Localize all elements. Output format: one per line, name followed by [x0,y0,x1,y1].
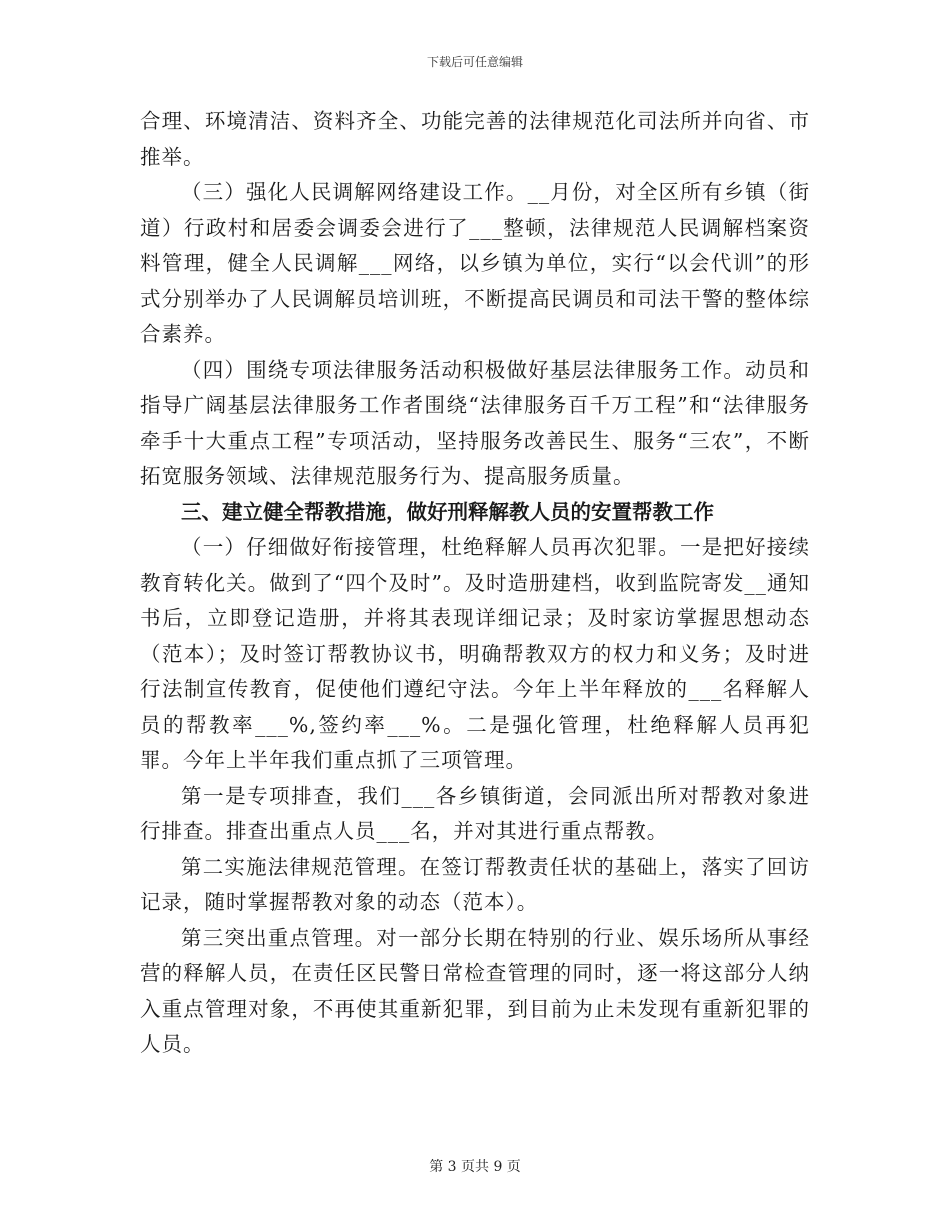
page-header: 下载后可任意编辑 [426,55,523,69]
page-footer: 第 3 页共 9 页 [429,1159,521,1175]
paragraph-5: 第一是专项排查，我们___各乡镇街道，会同派出所对帮教对象进行排查。排查出重点人员___名，并对其进行重点帮教。 [140,783,810,843]
paragraph-4: （一）仔细做好衔接管理，杜绝释解人员再次犯罪。一是把好接续教育转化关。做到了“四个及时”。及时造册建档，收到监院寄发__通知书后，立即登记造册，并将其表现详细记录；及时家访掌握思想动态（范本）；及时签订帮教协议书，明确帮教双方的权力和义务；及时进行法制宣传教育，促使他们遵纪守法。今年上半年释放的___名释解人员的帮教率___%,签约率___%。二是强化管理，杜绝释解人员再犯罪。今年上半年我们重点抓了三项管理。 [140,535,810,772]
document-body [140,104,810,1063]
paragraph-7: 第三突出重点管理。对一部分长期在特别的行业、娱乐场所从事经营的释解人员，在责任区民警日常检查管理的同时，逐一将这部分人纳入重点管理对象，不再使其重新犯罪，到目前为止未发现有重新犯罪的人员。 [140,925,810,1056]
paragraph-1: 合理、环境清洁、资料齐全、功能完善的法律规范化司法所并向省、市推举。 [140,109,810,169]
paragraph-3: （四）围绕专项法律服务活动积极做好基层法律服务工作。动员和指导广阔基层法律服务工作者围绕“法律服务百千万工程”和“法律服务牵手十大重点工程”专项活动，坚持服务改善民生、服务“三农”，不断拓宽服务领域、法律规范服务行为、提高服务质量。 [140,357,810,488]
paragraph-6: 第二实施法律规范管理。在签订帮教责任状的基础上，落实了回访记录，随时掌握帮教对象的动态（范本）。 [140,854,810,914]
paragraph-2: （三）强化人民调解网络建设工作。__月份，对全区所有乡镇（街道）行政村和居委会调委会进行了___整顿，法律规范人民调解档案资料管理，健全人民调解___网络，以乡镇为单位，实行“以会代训”的形式分别举办了人民调解员培训班，不断提高民调员和司法干警的整体综合素养。 [140,180,810,346]
section-heading: 三、建立健全帮教措施，做好刑释解教人员的安置帮教工作 [181,499,714,524]
